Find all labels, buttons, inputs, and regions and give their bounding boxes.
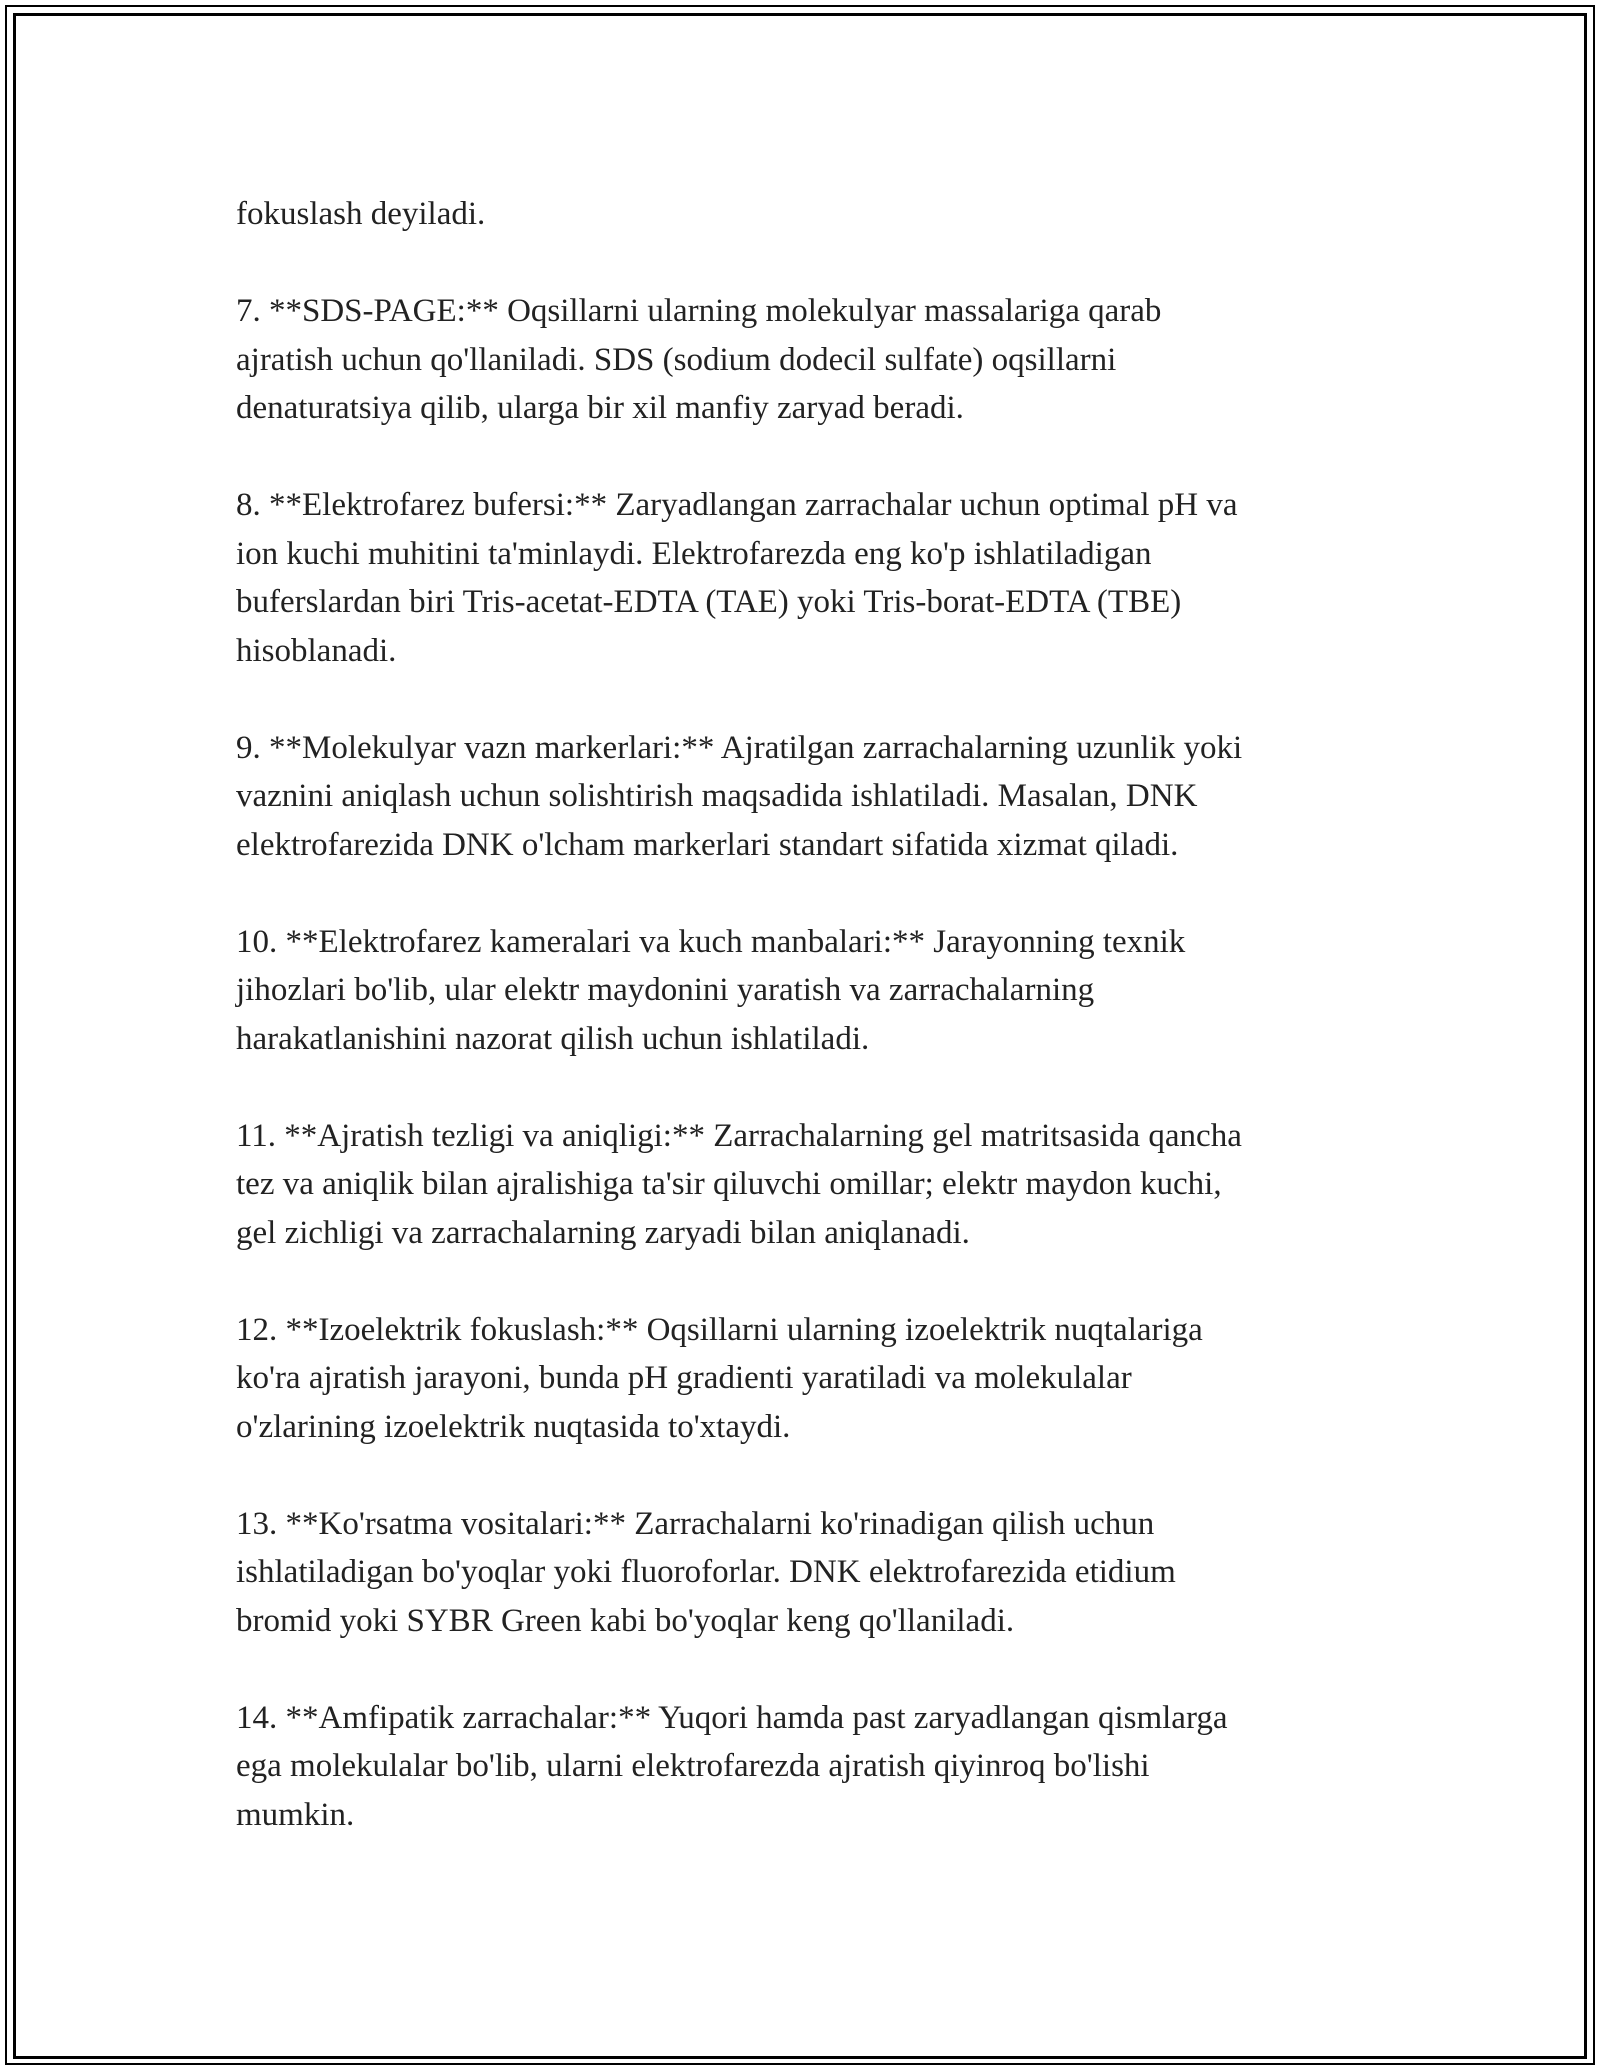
document-body xyxy=(236,190,1366,1888)
text-line: 10. **Elektrofarez kameralari va kuch manbalari:** Jarayonning texnik xyxy=(236,923,1186,960)
text-line: jihozlari bo'lib, ular elektr maydonini yaratish va zarrachalarning xyxy=(236,972,1095,1008)
text-line: ko'ra ajratish jarayoni, bunda pH gradienti yaratiladi va molekulalar xyxy=(236,1360,1132,1396)
text-line: 11. **Ajratish tezligi va aniqligi:** Zarrachalarning gel matritsasida qancha xyxy=(236,1117,1242,1154)
text-line: 14. **Amfipatik zarrachalar:** Yuqori hamda past zaryadlangan qismlarga xyxy=(236,1699,1228,1736)
list-item-14-amphipathic xyxy=(236,1694,1366,1840)
text-line: ion kuchi muhitini ta'minlaydi. Elektrofarezda eng ko'p ishlatiladigan xyxy=(236,535,1152,572)
text-line: o'zlarining izoelektrik nuqtasida to'xtaydi. xyxy=(236,1408,791,1445)
text-line: buferslardan biri Tris-acetat-EDTA (TAE) yoki Tris-borat-EDTA (TBE) xyxy=(236,584,1182,620)
list-item-12-isoelectric xyxy=(236,1306,1366,1452)
text-line: gel zichligi va zarrachalarning zaryadi bilan aniqlanadi. xyxy=(236,1214,970,1251)
text-line: ishlatiladigan bo'yoqlar yoki fluoroforlar. DNK elektrofarezida etidium xyxy=(236,1554,1176,1590)
list-item-8-buffer xyxy=(236,481,1366,675)
text-line: fokuslash deyiladi. xyxy=(236,196,486,232)
text-line: mumkin. xyxy=(236,1796,355,1833)
text-line: 8. **Elektrofarez bufersi:** Zaryadlangan zarrachalar uchun optimal pH va xyxy=(236,487,1238,523)
list-item-10-chambers xyxy=(236,918,1366,1064)
text-line: denaturatsiya qilib, ularga bir xil manfiy zaryad beradi. xyxy=(236,390,964,426)
text-line: bromid yoki SYBR Green kabi bo'yoqlar keng qo'llaniladi. xyxy=(236,1602,1015,1639)
text-line: 7. **SDS-PAGE:** Oqsillarni ularning molekulyar massalariga qarab xyxy=(236,293,1162,329)
paragraph-continuation xyxy=(236,190,1366,239)
text-line: harakatlanishini nazorat qilish uchun ishlatiladi. xyxy=(236,1020,870,1057)
text-line: ega molekulalar bo'lib, ularni elektrofarezda ajratish qiyinroq bo'lishi xyxy=(236,1748,1150,1784)
list-item-11-separation-speed xyxy=(236,1112,1366,1258)
text-line: ajratish uchun qo'llaniladi. SDS (sodium dodecil sulfate) oqsillarni xyxy=(236,341,1117,378)
list-item-9-markers xyxy=(236,724,1366,870)
list-item-7-sds-page xyxy=(236,287,1366,433)
text-line: 12. **Izoelektrik fokuslash:** Oqsillarni ularning izoelektrik nuqtalariga xyxy=(236,1311,1203,1348)
text-line: hisoblanadi. xyxy=(236,632,397,669)
list-item-13-stains xyxy=(236,1500,1366,1646)
text-line: tez va aniqlik bilan ajralishiga ta'sir qiluvchi omillar; elektr maydon kuchi, xyxy=(236,1166,1222,1202)
text-line: 13. **Ko'rsatma vositalari:** Zarrachalarni ko'rinadigan qilish uchun xyxy=(236,1505,1155,1542)
text-line: 9. **Molekulyar vazn markerlari:** Ajratilgan zarrachalarning uzunlik yoki xyxy=(236,729,1243,766)
text-line: elektrofarezida DNK o'lcham markerlari standart sifatida xizmat qiladi. xyxy=(236,826,1179,863)
text-line: vaznini aniqlash uchun solishtirish maqsadida ishlatiladi. Masalan, DNK xyxy=(236,778,1198,814)
